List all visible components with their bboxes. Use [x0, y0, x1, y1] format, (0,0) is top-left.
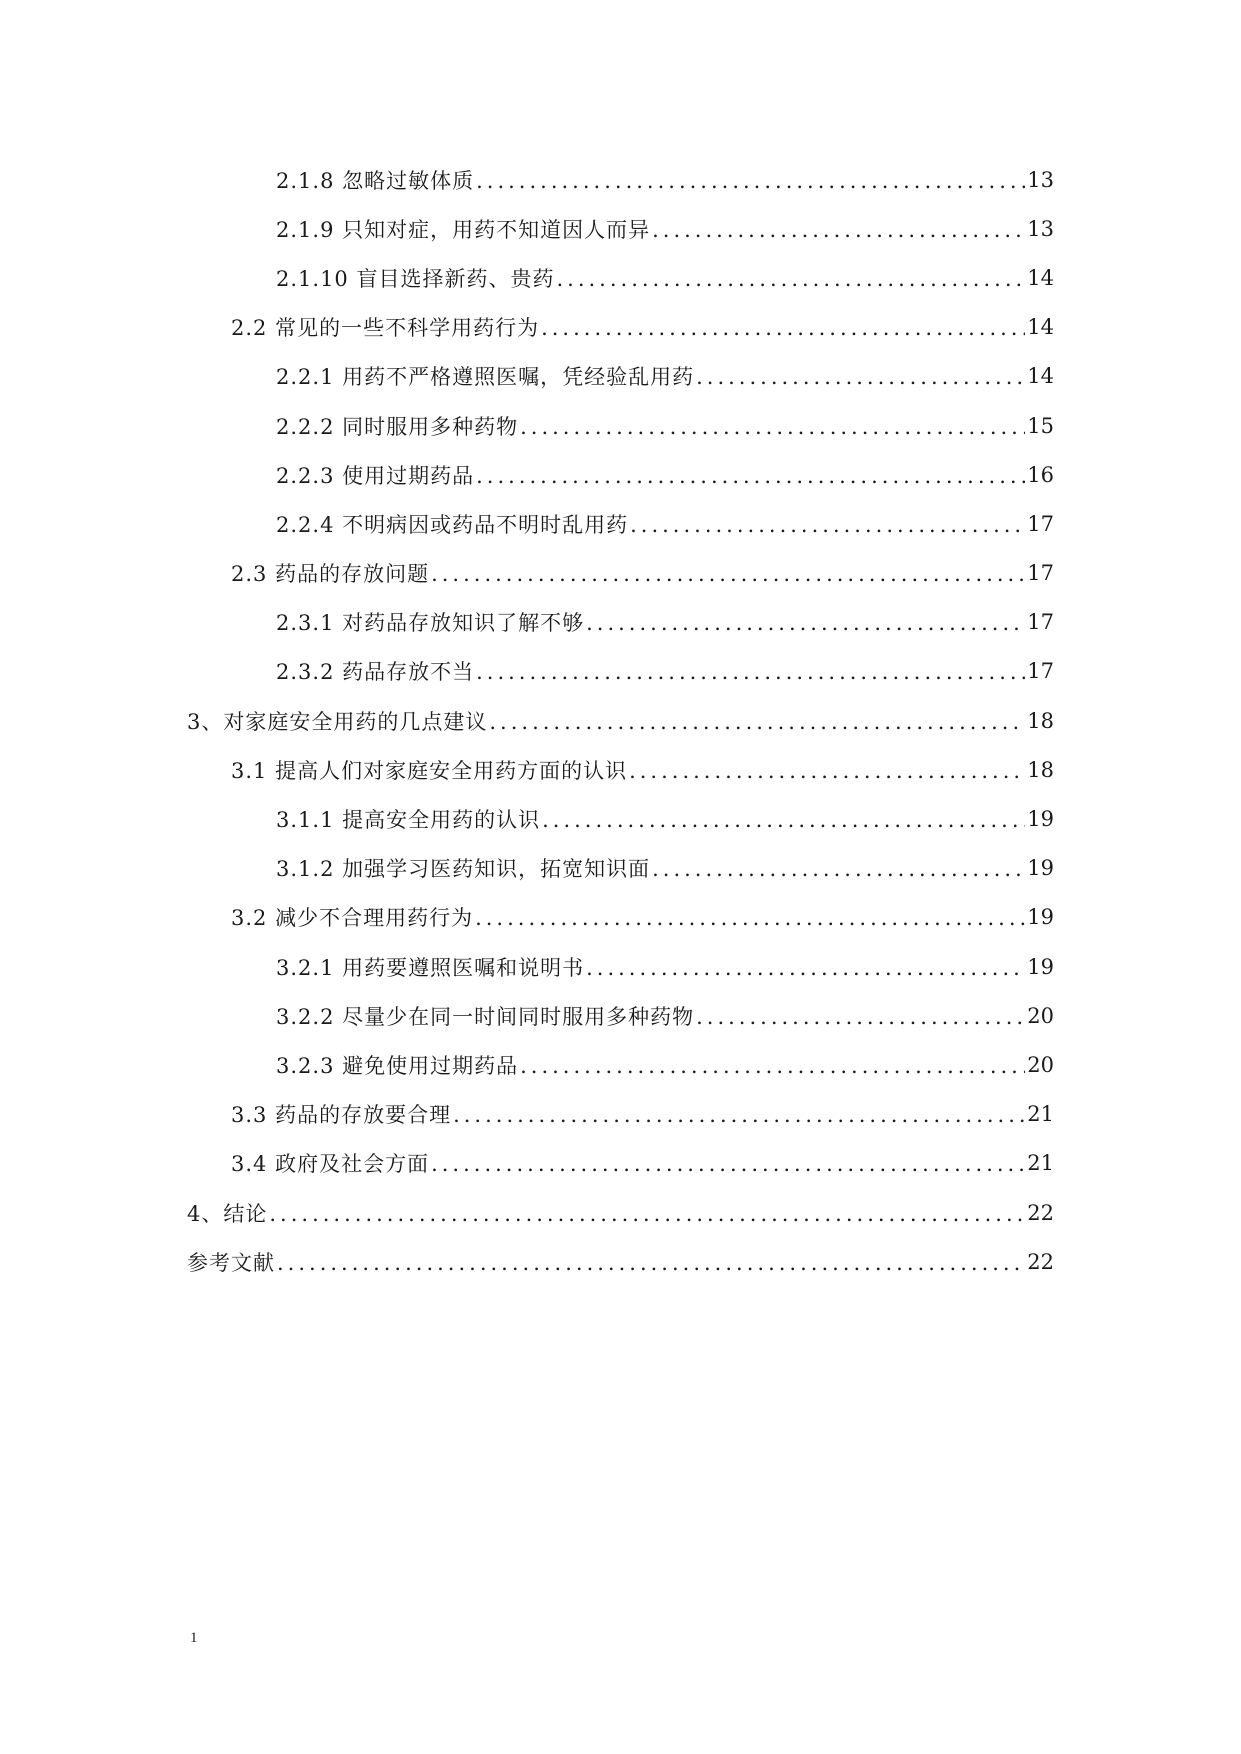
toc-entry[interactable] — [187, 696, 1054, 745]
toc-entry-page: 21 — [1027, 1151, 1054, 1176]
toc-entry-page: 17 — [1027, 610, 1054, 635]
toc-entry[interactable] — [187, 352, 1054, 401]
toc-entry[interactable] — [187, 647, 1054, 696]
toc-entry[interactable] — [187, 450, 1054, 499]
toc-dot-leader — [696, 365, 1025, 389]
toc-entry-title: 3.2.1 用药要遵照医嘱和说明书 — [276, 955, 585, 980]
toc-entry[interactable] — [187, 598, 1054, 647]
toc-entry[interactable] — [187, 794, 1054, 843]
toc-dot-leader — [586, 956, 1025, 980]
toc-dot-leader — [475, 906, 1025, 930]
toc-entry[interactable] — [187, 844, 1054, 893]
toc-entry[interactable] — [187, 991, 1054, 1040]
toc-entry[interactable] — [187, 942, 1054, 991]
toc-entry[interactable] — [187, 549, 1054, 598]
toc-dot-leader — [586, 611, 1025, 635]
toc-dot-leader — [476, 660, 1025, 684]
toc-entry-page: 13 — [1027, 167, 1054, 192]
toc-entry-title: 3.1.2 加强学习医药知识，拓宽知识面 — [276, 857, 651, 882]
toc-entry-title: 2.2.4 不明病因或药品不明时乱用药 — [276, 512, 629, 537]
toc-entry-page: 19 — [1027, 905, 1054, 930]
toc-dot-leader — [489, 710, 1025, 734]
toc-entry-page: 19 — [1027, 856, 1054, 881]
toc-dot-leader — [652, 218, 1025, 242]
toc-entry-page: 15 — [1027, 413, 1054, 438]
toc-entry-title: 2.3.1 对药品存放知识了解不够 — [276, 611, 585, 636]
toc-dot-leader — [696, 1005, 1025, 1029]
toc-entry-title: 2.2.3 使用过期药品 — [276, 463, 475, 488]
toc-dot-leader — [476, 169, 1025, 193]
toc-dot-leader — [542, 808, 1025, 832]
toc-entry-title: 2.1.8 忽略过敏体质 — [276, 168, 475, 193]
toc-entry-title: 3.1.1 提高安全用药的认识 — [276, 808, 541, 833]
toc-dot-leader — [431, 562, 1025, 586]
toc-dot-leader — [476, 464, 1025, 488]
toc-entry-title: 2.2.1 用药不严格遵照医嘱，凭经验乱用药 — [276, 365, 695, 390]
toc-entry-page: 13 — [1027, 216, 1054, 241]
toc-entry-title: 3.1 提高人们对家庭安全用药方面的认识 — [231, 758, 628, 783]
toc-entry[interactable] — [187, 499, 1054, 548]
toc-entry-title: 参考文献 — [187, 1250, 275, 1275]
toc-entry-title: 3.4 政府及社会方面 — [231, 1152, 430, 1177]
toc-dot-leader — [453, 1103, 1025, 1127]
table-of-contents — [187, 155, 1054, 1286]
toc-entry-page: 16 — [1027, 462, 1054, 487]
toc-dot-leader — [556, 267, 1025, 291]
toc-entry-page: 21 — [1027, 1102, 1054, 1127]
toc-entry-title: 2.2 常见的一些不科学用药行为 — [231, 316, 540, 341]
toc-entry-page: 17 — [1027, 511, 1054, 536]
toc-entry-title: 2.1.10 盲目选择新药、贵药 — [276, 266, 555, 291]
toc-entry-title: 3.2 减少不合理用药行为 — [231, 906, 474, 931]
toc-entry[interactable] — [187, 1188, 1054, 1237]
toc-entry-page: 17 — [1027, 561, 1054, 586]
toc-entry[interactable] — [187, 204, 1054, 253]
toc-dot-leader — [630, 513, 1025, 537]
toc-entry[interactable] — [187, 1090, 1054, 1139]
toc-dot-leader — [652, 857, 1025, 881]
toc-entry-page: 19 — [1027, 807, 1054, 832]
toc-entry[interactable] — [187, 893, 1054, 942]
toc-entry-title: 4、结论 — [187, 1201, 268, 1226]
toc-dot-leader — [541, 316, 1025, 340]
toc-entry-title: 2.3 药品的存放问题 — [231, 562, 430, 587]
toc-entry-page: 19 — [1027, 954, 1054, 979]
toc-entry[interactable] — [187, 1139, 1054, 1188]
toc-entry[interactable] — [187, 1237, 1054, 1286]
toc-entry[interactable] — [187, 253, 1054, 302]
toc-entry-title: 3、对家庭安全用药的几点建议 — [187, 709, 488, 734]
toc-entry-page: 14 — [1027, 265, 1054, 290]
toc-entry-title: 3.3 药品的存放要合理 — [231, 1103, 452, 1128]
toc-dot-leader — [520, 1054, 1025, 1078]
toc-entry-page: 18 — [1027, 757, 1054, 782]
toc-entry-title: 2.3.2 药品存放不当 — [276, 660, 475, 685]
toc-entry-title: 3.2.3 避免使用过期药品 — [276, 1053, 519, 1078]
toc-entry-title: 2.2.2 同时服用多种药物 — [276, 414, 519, 439]
toc-dot-leader — [520, 415, 1025, 439]
toc-entry-page: 22 — [1027, 1200, 1054, 1225]
toc-entry[interactable] — [187, 1040, 1054, 1089]
toc-dot-leader — [629, 759, 1025, 783]
toc-entry[interactable] — [187, 155, 1054, 204]
toc-entry-page: 14 — [1027, 315, 1054, 340]
toc-entry[interactable] — [187, 401, 1054, 450]
toc-entry-page: 17 — [1027, 659, 1054, 684]
toc-entry-title: 2.1.9 只知对症，用药不知道因人而异 — [276, 217, 651, 242]
toc-dot-leader — [431, 1152, 1025, 1176]
toc-dot-leader — [269, 1202, 1025, 1226]
toc-entry-page: 20 — [1027, 1052, 1054, 1077]
toc-entry-page: 14 — [1027, 364, 1054, 389]
toc-dot-leader — [277, 1251, 1025, 1275]
page-number: 1 — [190, 1630, 198, 1646]
toc-entry[interactable] — [187, 303, 1054, 352]
toc-entry-page: 18 — [1027, 708, 1054, 733]
toc-entry-page: 22 — [1027, 1249, 1054, 1274]
toc-entry-page: 20 — [1027, 1003, 1054, 1028]
toc-entry[interactable] — [187, 745, 1054, 794]
toc-entry-title: 3.2.2 尽量少在同一时间同时服用多种药物 — [276, 1004, 695, 1029]
